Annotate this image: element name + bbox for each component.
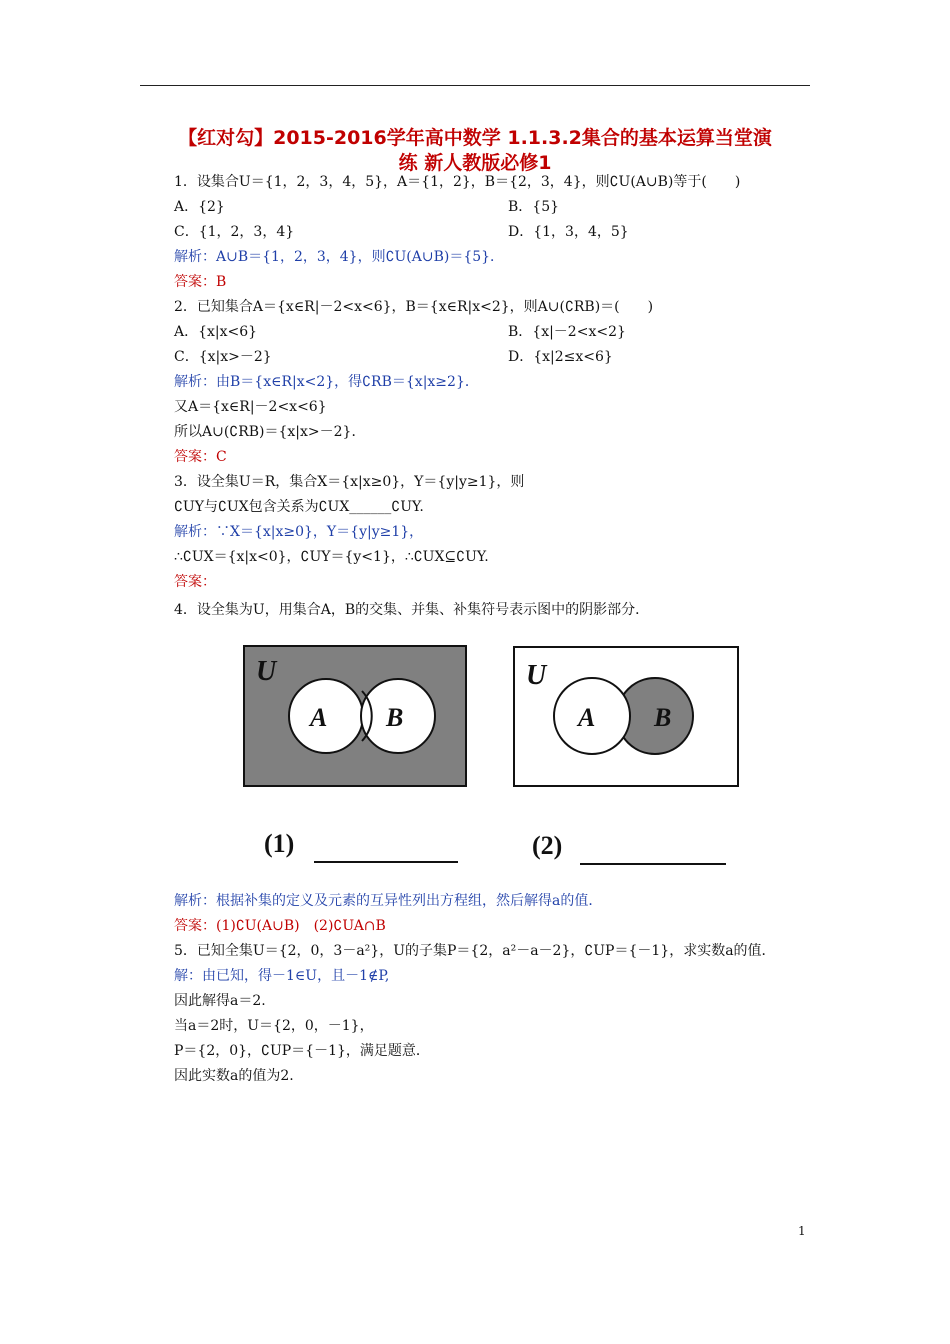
- q3-answer: 答案：: [174, 574, 216, 590]
- header-rule: [140, 85, 810, 86]
- page-number: 1: [798, 1224, 806, 1238]
- q4-answer: 答案：(1)∁U(A∪B) (2)∁UA∩B: [174, 918, 386, 934]
- q1-analysis: 解析：A∪B＝{1，2，3，4}，则∁U(A∪B)＝{5}．: [174, 249, 505, 265]
- q2-option-a: A．{x|x<6}: [174, 324, 258, 340]
- venn2-a-label: A: [578, 703, 596, 732]
- q2-option-d: D．{x|2≤x<6}: [508, 349, 613, 365]
- q4-analysis: 解析：根据补集的定义及元素的互异性列出方程组，然后解得a的值．: [174, 893, 603, 909]
- q2-answer: 答案：C: [174, 449, 227, 465]
- q3-stem: 3．设全集U＝R，集合X＝{x|x≥0}，Y＝{y|y≥1}，则: [174, 474, 525, 490]
- figure-label-1: (1): [264, 829, 295, 858]
- q2-stem: 2．已知集合A＝{x∈R|－2<x<6}，B＝{x∈R|x<2}，则A∪(∁RB)＝( ): [174, 299, 654, 315]
- q5-stem: 5．已知全集U＝{2，0，3－a²}，U的子集P＝{2，a²－a－2}，∁UP＝{－1}，求实数a的值．: [174, 943, 776, 959]
- q2-analysis-line2: 又A＝{x∈R|－2<x<6}: [174, 399, 327, 415]
- q5-solution-line2: 因此解得a＝2.: [174, 993, 266, 1009]
- q4-stem: 4．设全集为U，用集合A，B的交集、并集、补集符号表示图中的阴影部分．: [174, 602, 650, 618]
- q3-analysis: 解析：∵X＝{x|x≥0}，Y＝{y|y≥1}，: [174, 524, 424, 540]
- venn-diagram-1: [244, 646, 466, 786]
- doc-title-line1: 【红对勾】2015-2016学年高中数学 1.1.3.2集合的基本运算当堂演: [178, 127, 772, 149]
- venn-diagram-2: [514, 647, 738, 786]
- q1-option-a: A．{2}: [174, 199, 225, 215]
- q5-solution-line3: 当a＝2时，U＝{2，0，－1}，: [174, 1018, 374, 1034]
- q2-analysis: 解析：由B＝{x∈R|x<2}，得∁RB＝{x|x≥2}．: [174, 374, 479, 390]
- q2-option-b: B．{x|－2<x<2}: [508, 324, 626, 340]
- q2-analysis-line3: 所以A∪(∁RB)＝{x|x>－2}．: [174, 424, 366, 440]
- q5-solution-line5: 因此实数a的值为2.: [174, 1068, 294, 1084]
- q5-solution-line4: P＝{2，0}，∁UP＝{－1}，满足题意．: [174, 1043, 430, 1059]
- q3-stem-line2: ∁UY与∁UX包含关系为∁UX______∁UY.: [174, 499, 424, 515]
- q1-option-c: C．{1，2，3，4}: [174, 224, 295, 240]
- q1-answer: 答案：B: [174, 274, 227, 290]
- q5-solution: 解：由已知，得－1∈U，且－1∉P,: [174, 968, 390, 984]
- venn2-u-label: U: [526, 660, 547, 691]
- q1-option-d: D．{1，3，4，5}: [508, 224, 629, 240]
- doc-title-line2: 练 新人教版必修1: [398, 152, 552, 174]
- venn1-b-label: B: [386, 703, 404, 732]
- venn1-a-label: A: [310, 703, 328, 732]
- venn-figures: [240, 640, 740, 880]
- q2-option-c: C．{x|x>－2}: [174, 349, 272, 365]
- q1-stem: 1．设集合U＝{1，2，3，4，5}，A＝{1，2}，B＝{2，3，4}，则∁U(A∪B)等于( ): [174, 174, 741, 190]
- q1-option-b: B．{5}: [508, 199, 560, 215]
- figure-label-2: (2): [532, 831, 563, 860]
- q3-analysis-line2: ∴∁UX＝{x|x<0}，∁UY＝{y<1}，∴∁UX⊆∁UY.: [174, 549, 489, 565]
- venn1-u-label: U: [256, 656, 277, 687]
- venn2-b-label: B: [654, 703, 672, 732]
